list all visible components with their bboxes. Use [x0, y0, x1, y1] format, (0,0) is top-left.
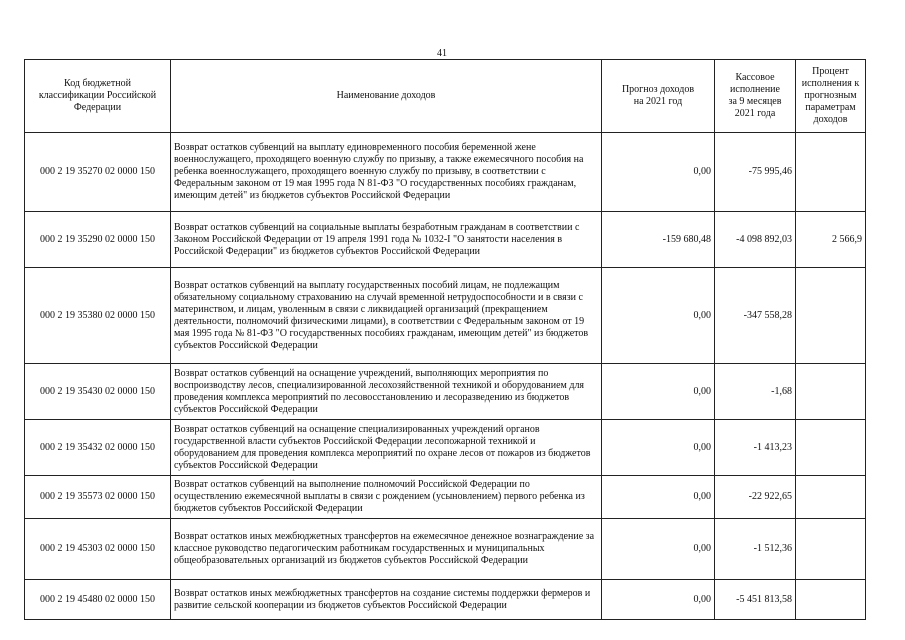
- row-percent: [796, 268, 866, 364]
- row-cash: -1 413,23: [715, 420, 796, 476]
- row-code: 000 2 19 35432 02 0000 150: [25, 420, 171, 476]
- row-forecast: 0,00: [602, 364, 715, 420]
- row-forecast: -159 680,48: [602, 212, 715, 268]
- table-row: [25, 476, 866, 519]
- header-name: Наименование доходов: [171, 60, 602, 133]
- row-code: 000 2 19 35573 02 0000 150: [25, 476, 171, 519]
- row-name: Возврат остатков субвенций на оснащение учреждений, выполняющих мероприятия по воспроизводству лесов, специализированной лесохозяйственной техникой и оборудованием для проведения комплекса мероприятий по лесовосстановлению и лесоразведению из бюджетов субъектов Российской Федерации: [171, 364, 602, 420]
- table-row: [25, 580, 866, 620]
- row-forecast: 0,00: [602, 268, 715, 364]
- row-forecast: 0,00: [602, 133, 715, 212]
- row-name: Возврат остатков субвенций на выполнение полномочий Российской Федерации по осуществлению ежемесячной выплаты в связи с рождением (усыновлением) первого ребенка из бюджетов субъектов Российской Федерации: [171, 476, 602, 519]
- row-code: 000 2 19 35290 02 0000 150: [25, 212, 171, 268]
- header-percent: Процент исполнения к прогнозным параметрам доходов: [796, 60, 866, 133]
- table-row: [25, 519, 866, 580]
- row-percent: [796, 580, 866, 620]
- row-name: Возврат остатков иных межбюджетных трансфертов на ежемесячное денежное вознаграждение за классное руководство педагогическим работникам государственных и муниципальных общеобразовательных организаций из бюджетов субъектов Российской Федерации: [171, 519, 602, 580]
- row-cash: -1 512,36: [715, 519, 796, 580]
- row-percent: [796, 519, 866, 580]
- row-name: Возврат остатков субвенций на выплату единовременного пособия беременной жене военнослужащего, проходящего военную службу по призыву, а также ежемесячного пособия на ребенка военнослужащего, проходящего военную службу по призыву, в соответствии с Федеральным законом от 19 мая 1995 года N 81-ФЗ "О государственных пособиях гражданам, имеющим детей" из бюджетов субъектов Российской Федерации: [171, 133, 602, 212]
- row-percent: [796, 420, 866, 476]
- table-row: [25, 420, 866, 476]
- row-forecast: 0,00: [602, 420, 715, 476]
- row-percent: [796, 476, 866, 519]
- row-percent: [796, 133, 866, 212]
- table-row: [25, 133, 866, 212]
- table-row: [25, 364, 866, 420]
- row-cash: -1,68: [715, 364, 796, 420]
- row-percent: [796, 364, 866, 420]
- row-code: 000 2 19 35270 02 0000 150: [25, 133, 171, 212]
- row-code: 000 2 19 35430 02 0000 150: [25, 364, 171, 420]
- row-forecast: 0,00: [602, 580, 715, 620]
- row-code: 000 2 19 35380 02 0000 150: [25, 268, 171, 364]
- row-cash: -75 995,46: [715, 133, 796, 212]
- revenue-table: [24, 59, 866, 620]
- row-name: Возврат остатков субвенций на выплату государственных пособий лицам, не подлежащим обязательному социальному страхованию на случай временной нетрудоспособности и в связи с материнством, и лицам, уволенным в связи с ликвидацией организаций (прекращением деятельности, полномочий физическими лицами), в соответствии с Федеральным законом от 19 мая 1995 года № 81-ФЗ "О государственных пособиях гражданам, имеющим детей" из бюджетов субъектов Российской Федерации: [171, 268, 602, 364]
- row-cash: -22 922,65: [715, 476, 796, 519]
- header-cash: Кассовое исполнение за 9 месяцев 2021 года: [715, 60, 796, 133]
- page-number: 41: [437, 48, 447, 59]
- row-code: 000 2 19 45480 02 0000 150: [25, 580, 171, 620]
- row-code: 000 2 19 45303 02 0000 150: [25, 519, 171, 580]
- table-row: [25, 212, 866, 268]
- row-name: Возврат остатков субвенций на оснащение специализированных учреждений органов государственной власти субъектов Российской Федерации лесопожарной техникой и оборудованием для проведения комплекса мероприятий по охране лесов от пожаров из бюджетов субъектов Российской Федерации: [171, 420, 602, 476]
- row-cash: -5 451 813,58: [715, 580, 796, 620]
- row-cash: -347 558,28: [715, 268, 796, 364]
- row-name: Возврат остатков субвенций на социальные выплаты безработным гражданам в соответствии с Законом Российской Федерации от 19 апреля 1991 года № 1032-I "О занятости населения в Российской Федерации" из бюджетов субъектов Российской Федерации: [171, 212, 602, 268]
- row-cash: -4 098 892,03: [715, 212, 796, 268]
- header-forecast: Прогноз доходов на 2021 год: [602, 60, 715, 133]
- row-name: Возврат остатков иных межбюджетных трансфертов на создание системы поддержки фермеров и развитие сельской кооперации из бюджетов субъектов Российской Федерации: [171, 580, 602, 620]
- table-header-row: [25, 60, 866, 133]
- row-forecast: 0,00: [602, 519, 715, 580]
- table-row: [25, 268, 866, 364]
- header-code: Код бюджетной классификации Российской Федерации: [25, 60, 171, 133]
- row-percent: 2 566,9: [796, 212, 866, 268]
- row-forecast: 0,00: [602, 476, 715, 519]
